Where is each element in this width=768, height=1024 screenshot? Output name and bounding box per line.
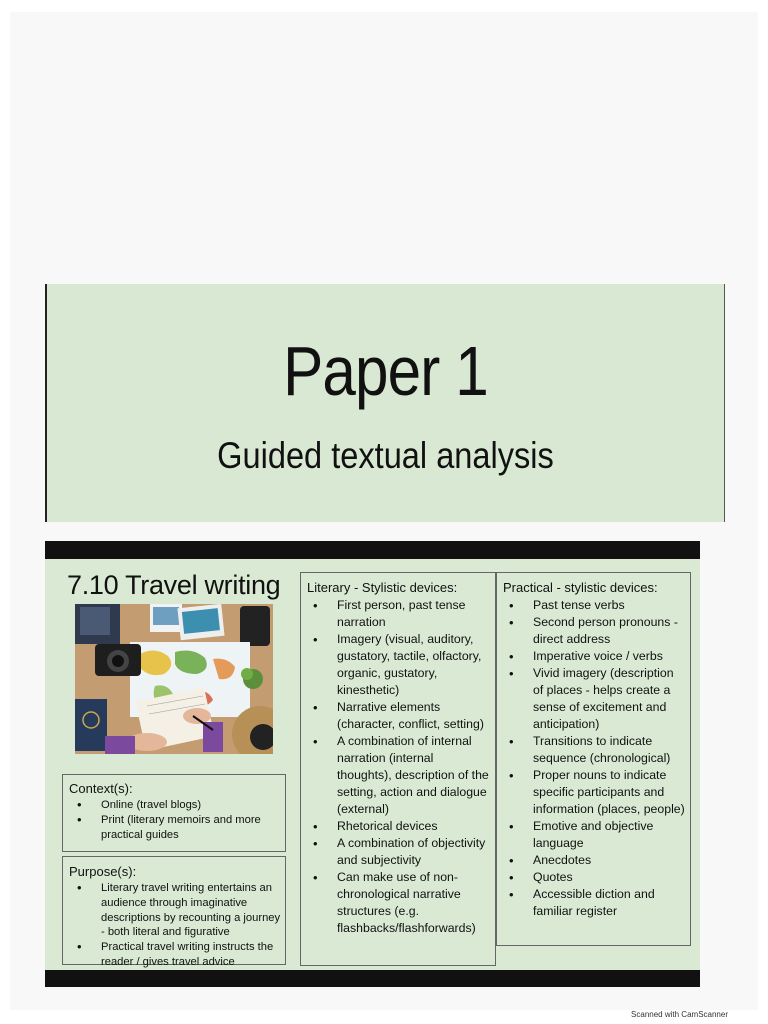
list-item: • Literary travel writing entertains an audience through imaginative descriptions by recounting a journey - both literal and figurative xyxy=(63,881,285,940)
list-item: • Emotive and objective language xyxy=(497,818,686,852)
purpose-box xyxy=(62,856,286,968)
list-item: • Transitions to indicate sequence (chronological) xyxy=(497,733,686,767)
practical-devices-list xyxy=(497,597,690,920)
list-item: • First person, past tense narration xyxy=(301,597,491,631)
list-item: • A combination of objectivity and subjectivity xyxy=(301,835,491,869)
list-item: • Second person pronouns - direct address xyxy=(497,614,686,648)
list-item: • Proper nouns to indicate specific participants and information (places, people) xyxy=(497,767,686,818)
practical-devices-title: Practical - stylistic devices: xyxy=(503,580,658,595)
literary-devices-list xyxy=(301,597,495,937)
purpose-title: Purpose(s): xyxy=(69,864,137,879)
title-slide xyxy=(45,284,725,522)
purpose-list xyxy=(63,881,285,970)
content-slide xyxy=(45,541,700,987)
slide-heading: 7.10 Travel writing xyxy=(67,570,281,600)
scan-watermark: Scanned with CamScanner xyxy=(631,1010,728,1019)
list-item: • Can make use of non-chronological narrative structures (e.g. flashbacks/flashforwards) xyxy=(301,869,491,937)
content-slide-body xyxy=(45,559,700,970)
list-item: • Rhetorical devices xyxy=(301,818,491,835)
list-item: • Quotes xyxy=(497,869,686,886)
literary-devices-box xyxy=(300,572,496,966)
context-list xyxy=(63,798,285,842)
practical-devices-box xyxy=(496,572,691,946)
list-item: • Practical travel writing instructs the reader / gives travel advice xyxy=(63,940,285,970)
list-item: • Vivid imagery (description of places - helps create a sense of excitement and anticipation) xyxy=(497,665,686,733)
list-item: • Anecdotes xyxy=(497,852,686,869)
list-item: • Imperative voice / verbs xyxy=(497,648,686,665)
travel-flatlay-photo xyxy=(75,604,273,754)
list-item: • Print (literary memoirs and more practical guides xyxy=(63,813,285,843)
slide-subtitle: Guided textual analysis xyxy=(217,435,554,476)
slide-title: Paper 1 xyxy=(283,332,488,410)
list-item: • Narrative elements (character, conflict, setting) xyxy=(301,699,491,733)
context-box xyxy=(62,774,286,852)
list-item: • Imagery (visual, auditory, gustatory, tactile, olfactory, organic, gustatory, kinesthetic) xyxy=(301,631,491,699)
list-item: • A combination of internal narration (internal thoughts), description of the setting, action and dialogue (external) xyxy=(301,733,491,818)
list-item: • Past tense verbs xyxy=(497,597,686,614)
list-item: • Online (travel blogs) xyxy=(63,798,285,813)
list-item: • Accessible diction and familiar register xyxy=(497,886,686,920)
literary-devices-title: Literary - Stylistic devices: xyxy=(307,580,458,595)
context-title: Context(s): xyxy=(69,781,133,796)
